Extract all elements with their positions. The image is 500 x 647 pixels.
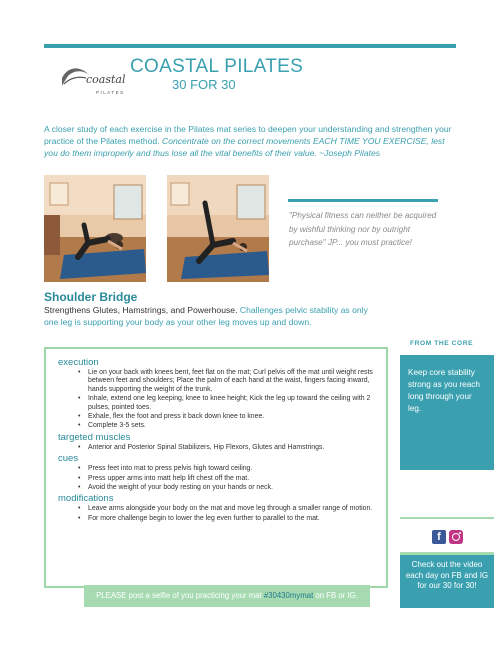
targeted-muscles-list <box>58 444 378 452</box>
banner-text-before: PLEASE post a selfie of you practicing your mat <box>96 591 264 600</box>
exercise-targets: Strengthens Glutes, Hamstrings, and Powerhouse. <box>44 305 240 315</box>
exercise-title: Shoulder Bridge <box>44 290 138 304</box>
exercise-details-box <box>44 347 388 588</box>
targeted-muscles-heading: targeted muscles <box>58 431 131 443</box>
list-item: • Press feet into mat to press pelvis high toward ceiling. <box>58 465 378 473</box>
svg-text:PILATES: PILATES <box>96 90 125 95</box>
modifications-list <box>58 505 378 523</box>
list-item: • Avoid the weight of your body resting on your hands or neck. <box>58 484 378 492</box>
facebook-icon[interactable]: f <box>432 530 446 544</box>
banner-text-after: on FB or IG. <box>313 591 358 600</box>
pilates-quote: "Physical fitness can neither be acquired by wishful thinking nor by outright purchase" JP... you must practice! <box>289 211 437 247</box>
intro-paragraph <box>44 123 456 159</box>
core-tip-box: Keep core stability strong as you reach long through your leg. <box>400 355 494 470</box>
execution-heading: execution <box>58 357 99 368</box>
sidebar-heading: FROM THE CORE <box>410 340 474 347</box>
brand-subtitle: 30 FOR 30 <box>172 77 236 92</box>
quote-rule <box>288 199 438 202</box>
svg-text:coastal: coastal <box>86 73 126 86</box>
exercise-description <box>44 304 374 328</box>
exercise-photo-start <box>44 175 146 282</box>
intro-text: A closer study of each exercise in the Pilates mat series to deepen your understanding and strengthen your practice of the Pilates method. <box>44 124 452 146</box>
execution-list <box>58 369 378 431</box>
list-item: • Lie on your back with knees bent, feet flat on the mat; Curl pelvis off the mat until weight rests between feet and shoulders; Place the palm of each hand at the waist, fingers facing inward, hands supporting the weight of the trunk. <box>58 369 378 394</box>
social-rule <box>400 517 494 519</box>
instagram-icon[interactable] <box>449 530 463 544</box>
cues-list <box>58 465 378 492</box>
hashtag-link[interactable]: #30430mymat <box>263 591 314 600</box>
list-item: • Complete 3-5 sets. <box>58 422 378 430</box>
header-rule <box>44 44 456 48</box>
cues-heading: cues <box>58 453 79 465</box>
coastal-pilates-logo <box>58 64 128 98</box>
list-item: • Exhale, flex the foot and press it back down knee to knee. <box>58 413 378 421</box>
list-item: • Anterior and Posterior Spinal Stabilizers, Hip Flexors, Glutes and Hamstrings. <box>58 444 378 452</box>
intro-emphasis: Concentrate on the correct movements EACH TIME YOU EXERCISE, lest you do them improperly and thus lose all the vital benefits of their value. <box>44 136 445 158</box>
modifications-heading: modifications <box>58 493 114 505</box>
exercise-photo-kick <box>167 175 269 282</box>
list-item: • Leave arms alongside your body on the mat and move leg through a smaller range of motion. <box>58 505 378 513</box>
brand-title: COASTAL PILATES <box>130 56 304 77</box>
intro-attribution: ~Joseph Pilates <box>316 148 381 158</box>
video-cta-box: Check out the video each day on FB and IG for our 30 for 30! <box>400 552 494 608</box>
list-item: • Press upper arms into matt help lift chest off the mat. <box>58 475 378 483</box>
list-item: • For more challenge begin to lower the leg even further to parallel to the mat. <box>58 515 378 523</box>
list-item: • Inhale, extend one leg keeping, knee to knee height; Kick the leg up toward the ceiling with 2 pulses, pointed toes. <box>58 395 378 412</box>
selfie-banner <box>84 585 370 607</box>
exercise-challenge: Challenges pelvic stability as only one leg is supporting your body as your other leg moves up and down. <box>44 305 368 327</box>
